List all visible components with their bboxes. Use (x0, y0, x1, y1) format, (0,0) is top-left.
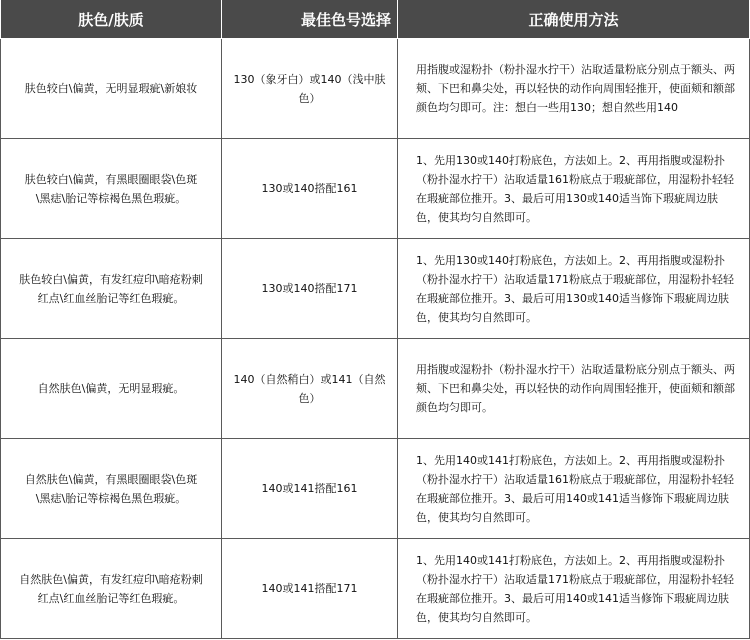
skin-type-cell: 肤色较白\偏黄，无明显瑕疵\新娘妆 (1, 39, 222, 139)
shade-cell: 140（自然稍白）或141（自然色） (222, 339, 398, 439)
shade-cell: 140或141搭配161 (222, 439, 398, 539)
shade-cell: 130或140搭配171 (222, 239, 398, 339)
table-header-row (1, 0, 750, 39)
table-row (1, 239, 750, 339)
table-row (1, 339, 750, 439)
header-usage-method: 正确使用方法 (398, 0, 750, 39)
skin-type-cell: 肤色较白\偏黄，有黑眼圈眼袋\色斑\黑痣\胎记等棕褐色黑色瑕疵。 (1, 139, 222, 239)
skin-type-cell: 肤色较白\偏黄，有发红痘印\暗疮粉刺红点\红血丝胎记等红色瑕疵。 (1, 239, 222, 339)
skin-type-cell: 自然肤色\偏黄，有发红痘印\暗疮粉刺红点\红血丝胎记等红色瑕疵。 (1, 539, 222, 639)
method-cell: 1、先用140或141打粉底色，方法如上。2、再用指腹或湿粉扑（粉扑湿水拧干）沾取适量161粉底点于瑕疵部位，用湿粉扑轻轻在瑕疵部位推开。3、最后可用140或141适当修饰下瑕疵周边肤色，使其均匀自然即可。 (398, 439, 750, 539)
table-row (1, 39, 750, 139)
shade-cell: 130或140搭配161 (222, 139, 398, 239)
method-cell: 1、先用130或140打粉底色，方法如上。2、再用指腹或湿粉扑（粉扑湿水拧干）沾取适量171粉底点于瑕疵部位，用湿粉扑轻轻在瑕疵部位推开。3、最后可用130或140适当修饰下瑕疵周边肤色，使其均匀自然即可。 (398, 239, 750, 339)
table-row (1, 439, 750, 539)
header-best-shade: 最佳色号选择 (222, 0, 398, 39)
method-cell: 用指腹或湿粉扑（粉扑湿水拧干）沾取适量粉底分别点于额头、两颊、下巴和鼻尖处，再以轻快的动作向周围轻推开，使面颊和额部颜色均匀即可。注：想白一些用130；想自然些用140 (398, 39, 750, 139)
shade-cell: 140或141搭配171 (222, 539, 398, 639)
method-cell: 1、先用140或141打粉底色，方法如上。2、再用指腹或湿粉扑（粉扑湿水拧干）沾取适量171粉底点于瑕疵部位，用湿粉扑轻轻在瑕疵部位推开。3、最后可用140或141适当修饰下瑕疵周边肤色，使其均匀自然即可。 (398, 539, 750, 639)
header-skin-type: 肤色/肤质 (1, 0, 222, 39)
table-row (1, 139, 750, 239)
skin-type-cell: 自然肤色\偏黄，有黑眼圈眼袋\色斑\黑痣\胎记等棕褐色黑色瑕疵。 (1, 439, 222, 539)
table-row (1, 539, 750, 639)
method-cell: 用指腹或湿粉扑（粉扑湿水拧干）沾取适量粉底分别点于额头、两颊、下巴和鼻尖处，再以轻快的动作向周围轻推开，使面颊和额部颜色均匀即可。 (398, 339, 750, 439)
method-cell: 1、先用130或140打粉底色，方法如上。2、再用指腹或湿粉扑（粉扑湿水拧干）沾取适量161粉底点于瑕疵部位，用湿粉扑轻轻在瑕疵部位推开。3、最后可用130或140适当饰下瑕疵周边肤色，使其均匀自然即可。 (398, 139, 750, 239)
skin-type-cell: 自然肤色\偏黄，无明显瑕疵。 (1, 339, 222, 439)
shade-cell: 130（象牙白）或140（浅中肤色） (222, 39, 398, 139)
